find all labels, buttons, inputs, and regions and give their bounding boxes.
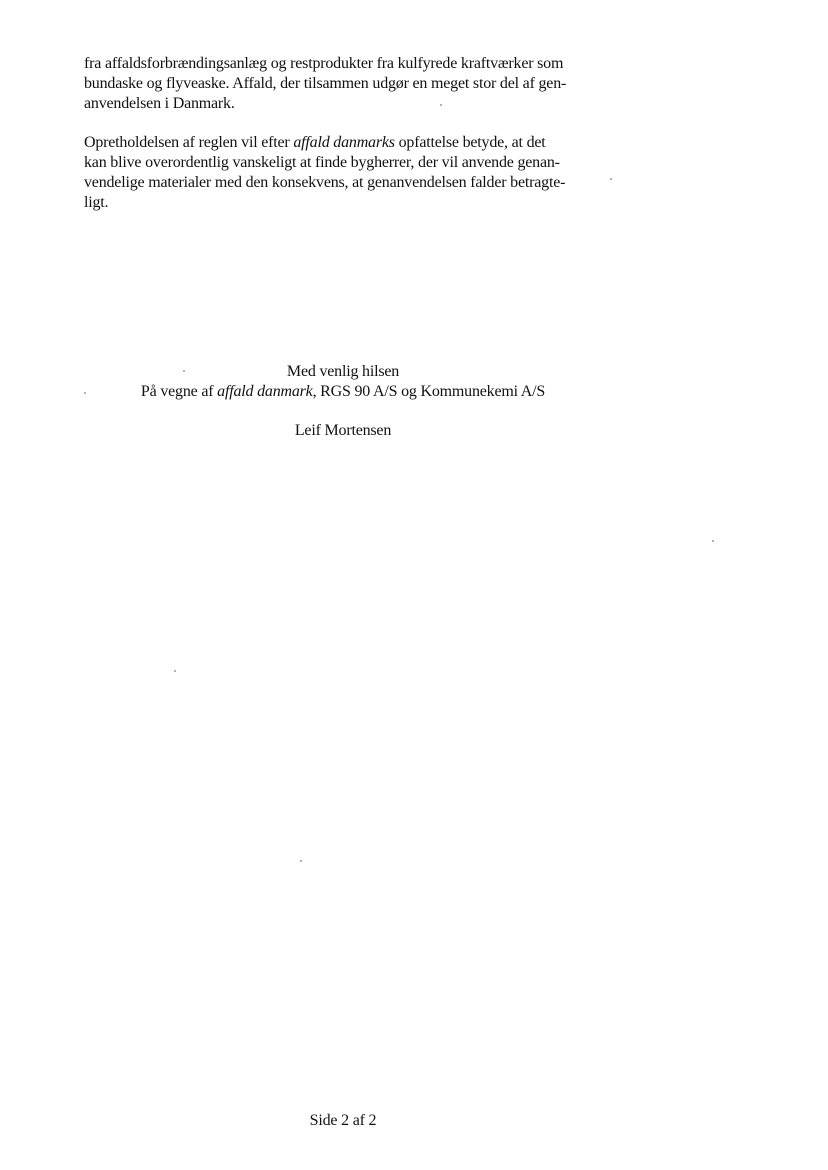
signer-name: Leif Mortensen <box>294 422 392 439</box>
scan-speck <box>183 370 185 372</box>
page-number-footer: Side 2 af 2 <box>309 1112 377 1129</box>
paragraph-recycling-waste <box>84 54 604 114</box>
organization-name-italic: affald danmark <box>217 383 313 400</box>
paragraph-line: anvendelsen i Danmark. <box>84 95 235 112</box>
paragraph-line: ligt. <box>84 194 109 211</box>
paragraph-line <box>84 133 604 153</box>
text-segment: opfattelse betyde, at det <box>394 134 546 151</box>
paragraph-line: vendelige materialer med den konsekvens, at genanvendelsen falder betragte- <box>84 174 566 191</box>
closing-greeting: Med venlig hilsen <box>286 363 400 380</box>
paragraph-rule-consequence <box>84 133 604 213</box>
scan-speck <box>84 392 86 394</box>
organization-name-italic: affald danmarks <box>293 134 395 151</box>
scan-speck <box>300 860 302 862</box>
scan-speck <box>610 178 612 180</box>
paragraph-line: fra affaldsforbrændingsanlæg og restprodukter fra kulfyrede kraftværker som <box>84 55 564 72</box>
paragraph-line: kan blive overordentlig vanskeligt at finde bygherrer, der vil anvende genan- <box>84 154 560 171</box>
on-behalf-line <box>0 382 686 402</box>
scan-speck <box>712 540 714 542</box>
paragraph-line: bundaske og flyveaske. Affald, der tilsammen udgør en meget stor del af gen- <box>84 75 567 92</box>
text-segment: Opretholdelsen af reglen vil efter <box>84 134 294 151</box>
text-segment: På vegne af <box>140 383 218 400</box>
scan-speck <box>174 670 176 672</box>
text-segment: , RGS 90 A/S og Kommunekemi A/S <box>312 383 546 400</box>
scan-speck <box>440 104 442 106</box>
